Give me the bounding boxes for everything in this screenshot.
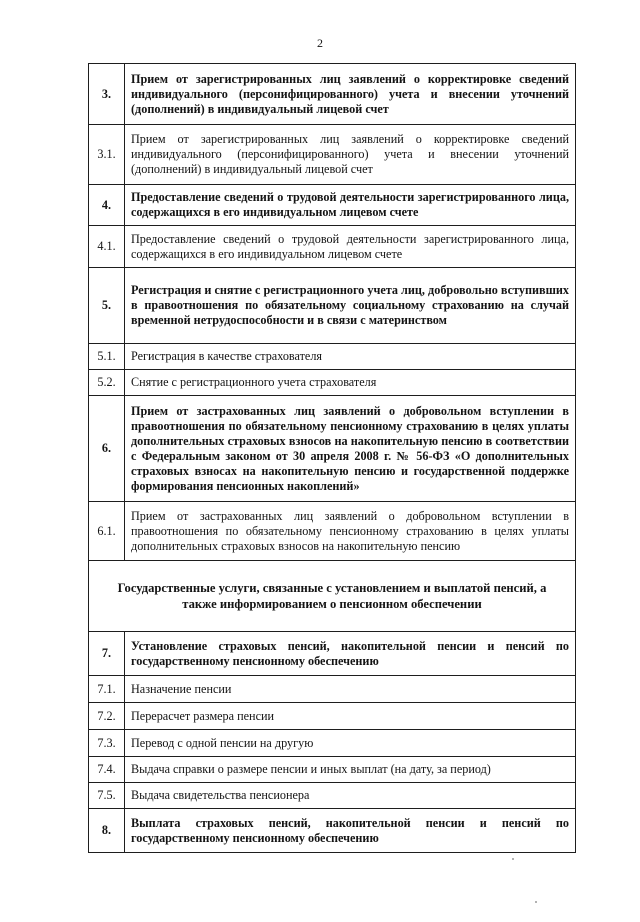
- row-number: 5.2.: [89, 370, 125, 396]
- row-number: 4.: [89, 185, 125, 226]
- row-description: Регистрация и снятие с регистрационного учета лиц, добровольно вступивших в правоотношения по обязательному социальному страхованию на случай временной нетрудоспособности и в связи с материнством: [125, 268, 576, 344]
- services-table: [88, 63, 576, 853]
- row-description: Перевод с одной пенсии на другую: [125, 730, 576, 757]
- row-description: Назначение пенсии: [125, 676, 576, 703]
- row-description: Перерасчет размера пенсии: [125, 703, 576, 730]
- scan-speck: [512, 858, 514, 860]
- section-header-row: [89, 561, 576, 632]
- row-description: Выдача справки о размере пенсии и иных выплат (на дату, за период): [125, 757, 576, 783]
- section-heading: Государственные услуги, связанные с установлением и выплатой пенсий, а также информированием о пенсионном обеспечении: [89, 561, 576, 632]
- row-number: 7.5.: [89, 783, 125, 809]
- row-number: 3.1.: [89, 125, 125, 185]
- row-description: Снятие с регистрационного учета страхователя: [125, 370, 576, 396]
- table-row: [89, 676, 576, 703]
- row-number: 7.1.: [89, 676, 125, 703]
- page-number: 2: [317, 36, 323, 50]
- row-number: 6.1.: [89, 502, 125, 561]
- row-description: Прием от зарегистрированных лиц заявлений о корректировке сведений индивидуального (персонифицированного) учета и внесении уточнений (дополнений) в индивидуальный лицевой счет: [125, 125, 576, 185]
- row-number: 4.1.: [89, 226, 125, 268]
- row-description: Установление страховых пенсий, накопительной пенсии и пенсий по государственному пенсионному обеспечению: [125, 632, 576, 676]
- row-description: Прием от застрахованных лиц заявлений о добровольном вступлении в правоотношения по обязательному пенсионному страхованию в целях уплаты дополнительных страховых взносов на накопительную пенсию в соответствии с Федеральным законом от 30 апреля 2008 г. № 56-ФЗ «О дополнительных страховых взносах на накопительную пенсию и государственной поддержке формирования пенсионных накоплений»: [125, 396, 576, 502]
- row-description: Прием от зарегистрированных лиц заявлений о корректировке сведений индивидуального (персонифицированного) учета и внесении уточнений (дополнений) в индивидуальный лицевой счет: [125, 64, 576, 125]
- row-number: 7.4.: [89, 757, 125, 783]
- row-description: Предоставление сведений о трудовой деятельности зарегистрированного лица, содержащихся в его индивидуальном лицевом счете: [125, 185, 576, 226]
- row-number: 3.: [89, 64, 125, 125]
- row-number: 5.1.: [89, 344, 125, 370]
- table-row: [89, 344, 576, 370]
- table-row: [89, 396, 576, 502]
- row-description: Регистрация в качестве страхователя: [125, 344, 576, 370]
- table-row: [89, 125, 576, 185]
- row-number: 5.: [89, 268, 125, 344]
- table-row: [89, 632, 576, 676]
- row-number: 7.2.: [89, 703, 125, 730]
- table-row: [89, 730, 576, 757]
- row-number: 7.3.: [89, 730, 125, 757]
- row-number: 7.: [89, 632, 125, 676]
- row-description: Прием от застрахованных лиц заявлений о добровольном вступлении в правоотношения по обязательному пенсионному страхованию в целях уплаты дополнительных страховых взносов на накопительную пенсию: [125, 502, 576, 561]
- table-row: [89, 268, 576, 344]
- table-row: [89, 809, 576, 853]
- table-row: [89, 185, 576, 226]
- row-number: 6.: [89, 396, 125, 502]
- row-number: 8.: [89, 809, 125, 853]
- row-description: Выплата страховых пенсий, накопительной пенсии и пенсий по государственному пенсионному обеспечению: [125, 809, 576, 853]
- table-row: [89, 502, 576, 561]
- table-row: [89, 757, 576, 783]
- row-description: Выдача свидетельства пенсионера: [125, 783, 576, 809]
- table-row: [89, 783, 576, 809]
- table-row: [89, 370, 576, 396]
- row-description: Предоставление сведений о трудовой деятельности зарегистрированного лица, содержащихся в его индивидуальном лицевом счете: [125, 226, 576, 268]
- table-row: [89, 64, 576, 125]
- scan-speck: [535, 901, 537, 903]
- table-row: [89, 226, 576, 268]
- table-row: [89, 703, 576, 730]
